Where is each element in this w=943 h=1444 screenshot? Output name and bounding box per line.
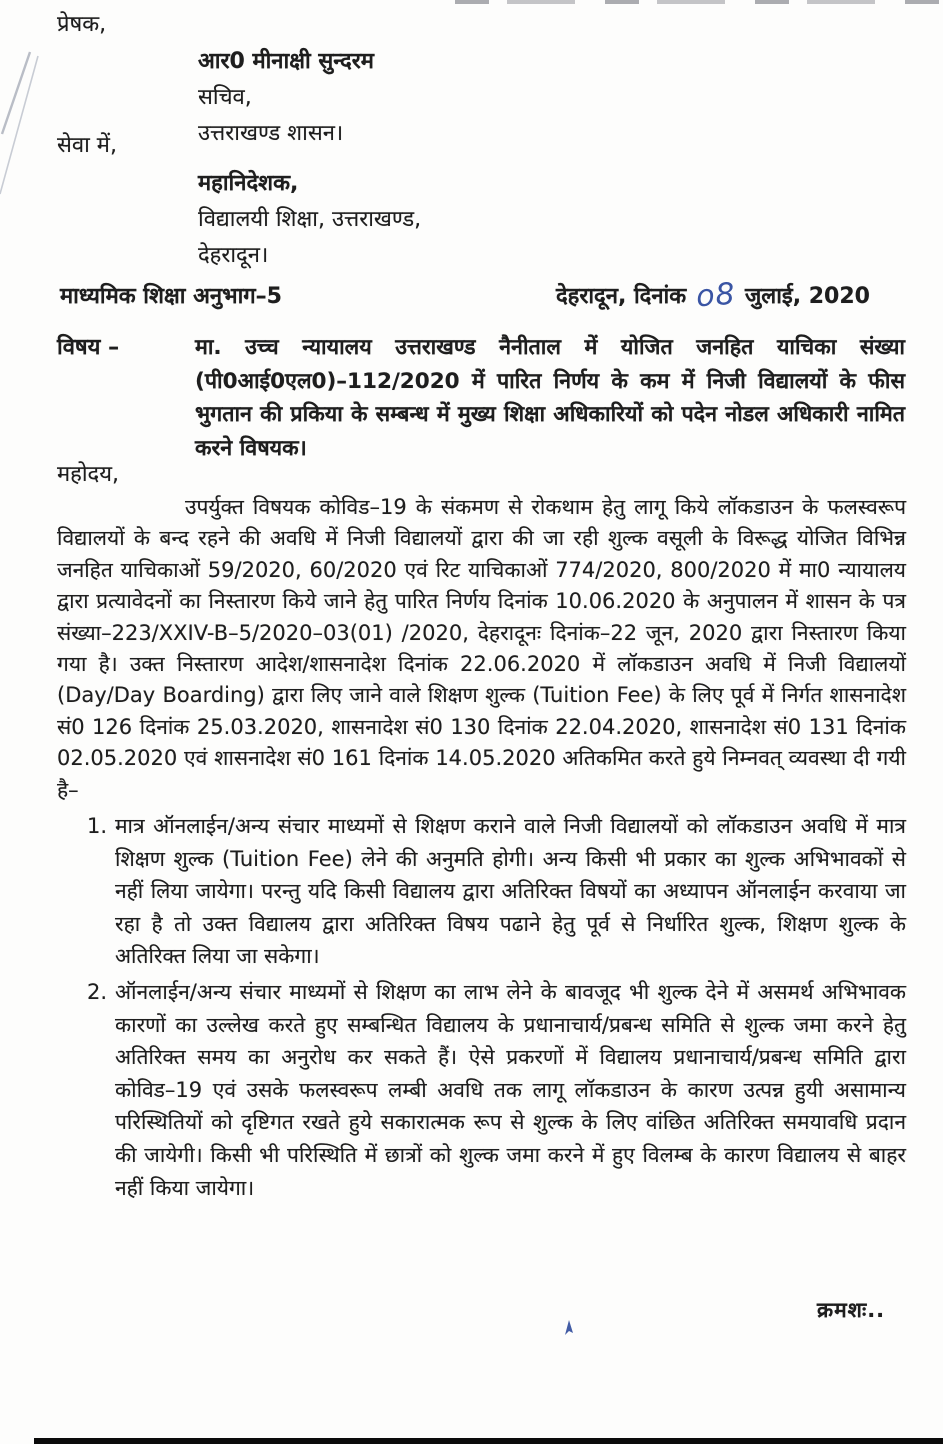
previous-page-text-fragments [455,0,943,4]
date-line [556,276,916,315]
subject-text: मा. उच्च न्यायालय उत्तराखण्ड नैनीताल में योजित जनहित याचिका संख्या (पी0आई0एल0)–112/2020 में पारित निर्णय के कम में निजी विद्यालयों के फीस भुगतान की प्रकिया के सम्बन्ध में मुख्य शिक्षा अधिकारियों को पदेन नोडल अधिकारी नामित करने विषयक। [195,335,905,461]
sender-designation: सचिव, [198,85,252,110]
sender-label: प्रेषक, [57,12,107,37]
recipient-label: सेवा में, [57,133,117,158]
date-prefix: देहरादून, दिनांक [556,284,687,309]
list-item-number: 2. [87,980,108,1005]
list-item-text: मात्र ऑनलाईन/अन्य संचार माध्यमों से शिक्षण कराने वाले निजी विद्यालयों को लॉकडाउन अवधि में मात्र शिक्षण शुल्क (Tuition Fee) लेने की अनुमति होगी। अन्य किसी भी प्रकार का शुल्क अभिभावकों से नहीं लिया जायेगा। परन्तु यदि किसी विद्यालय द्वारा अतिरिक्त विषयों का अध्यापन ऑनलाईन करवाया जा रहा है तो उक्त विद्यालय द्वारा अतिरिक्त विषय पढाने हेतु पूर्व से निर्धारित शुल्क, शिक्षण शुल्क के अतिरिक्त लिया जा सकेगा। [115,814,906,969]
sender-name: आर0 मीनाक्षी सुन्दरम [198,49,374,74]
subject-row [57,331,905,465]
page-fold-artifact [0,44,60,234]
letter-body [57,492,906,1204]
body-paragraph: उपर्युक्त विषयक कोविड–19 के संकमण से रोकथाम हेतु लागू किये लॉकडाउन के फलस्वरूप विद्यालयों के बन्द रहने की अवधि में निजी विद्यालयों द्वारा की जा रही शुल्क वसूली के विरूद्ध योजित विभिन्न जनहित याचिकाओं 59/2020, 60/2020 एवं रिट याचिकाओं 774/2020, 800/2020 में मा0 न्यायालय द्वारा प्रत्यावेदनों का निस्तारण किये जाने हेतु पारित निर्णय दिनांक 10.06.2020 के अनुपालन में शासन के पत्र संख्या–223/XXIV-B–5/2020–03(01) /2020, देहरादूनः दिनांक–22 जून, 2020 द्वारा निस्तारण किया गया है। उक्त निस्तारण आदेश/शासनादेश दिनांक 22.06.2020 में लॉकडाउन अवधि में निजी विद्यालयों (Day/Day Boarding) द्वारा लिए जाने वाले शिक्षण शुल्क (Tuition Fee) के लिए पूर्व में निर्गत शासनादेश सं0 126 दिनांक 25.03.2020, शासनादेश सं0 130 दिनांक 22.04.2020, शासनादेश सं0 131 दिनांक 02.05.2020 एवं शासनादेश सं0 161 दिनांक 14.05.2020 अतिकमित करते हुये निम्नवत् व्यवस्था दी गयी है– [57,495,906,802]
continuation-mark: क्रमशः.. [817,1298,886,1322]
recipient-place: देहरादून। [198,243,269,268]
handwritten-date: o8 [694,276,737,315]
list-item-text: ऑनलाईन/अन्य संचार माध्यमों से शिक्षण का लाभ लेने के बावजूद भी शुल्क देने में असमर्थ अभिभावक कारणों का उल्लेख करते हुए सम्बन्धित विद्यालय के प्रधानाचार्य/प्रबन्ध समिति से शुल्क जमा करने हेतु अतिरिक्त समय का अनुरोध कर सकते हैं। ऐसे प्रकरणों में विद्यालय प्रधानाचार्य/प्रबन्ध समिति द्वारा कोविड–19 एवं उसके फलस्वरूप लम्बी अवधि तक लागू लॉकडाउन के कारण उत्पन्न हुयी असामान्य परिस्थितियों को दृष्टिगत रखते हुये सकारात्मक रूप से शुल्क के लिए वांछित अतिरिक्त समयावधि प्रदान की जायेगी। किसी भी परिस्थिति में छात्रों को शुल्क जमा करने में हुए विलम्ब के कारण विद्यालय से बाहर नहीं किया जायेगा। [115,980,906,1200]
date-suffix: जुलाई, 2020 [744,284,870,309]
salutation: महोदय, [57,462,119,487]
list-item [87,810,906,973]
sender-organization: उत्तराखण्ड शासन। [198,121,344,146]
list-item [87,976,906,1204]
list-item-number: 1. [87,814,108,839]
recipient-block [198,166,421,274]
scanner-edge-bar [34,1438,943,1444]
recipient-designation: महानिदेशक, [198,171,299,196]
sender-block [198,44,374,152]
section-line: माध्यमिक शिक्षा अनुभाग–5 [60,284,282,309]
subject-label: विषय – [57,335,120,360]
blue-ink-tick-mark [562,1320,576,1340]
numbered-list [87,810,906,1204]
recipient-department: विद्यालयी शिक्षा, उत्तराखण्ड, [198,207,422,232]
